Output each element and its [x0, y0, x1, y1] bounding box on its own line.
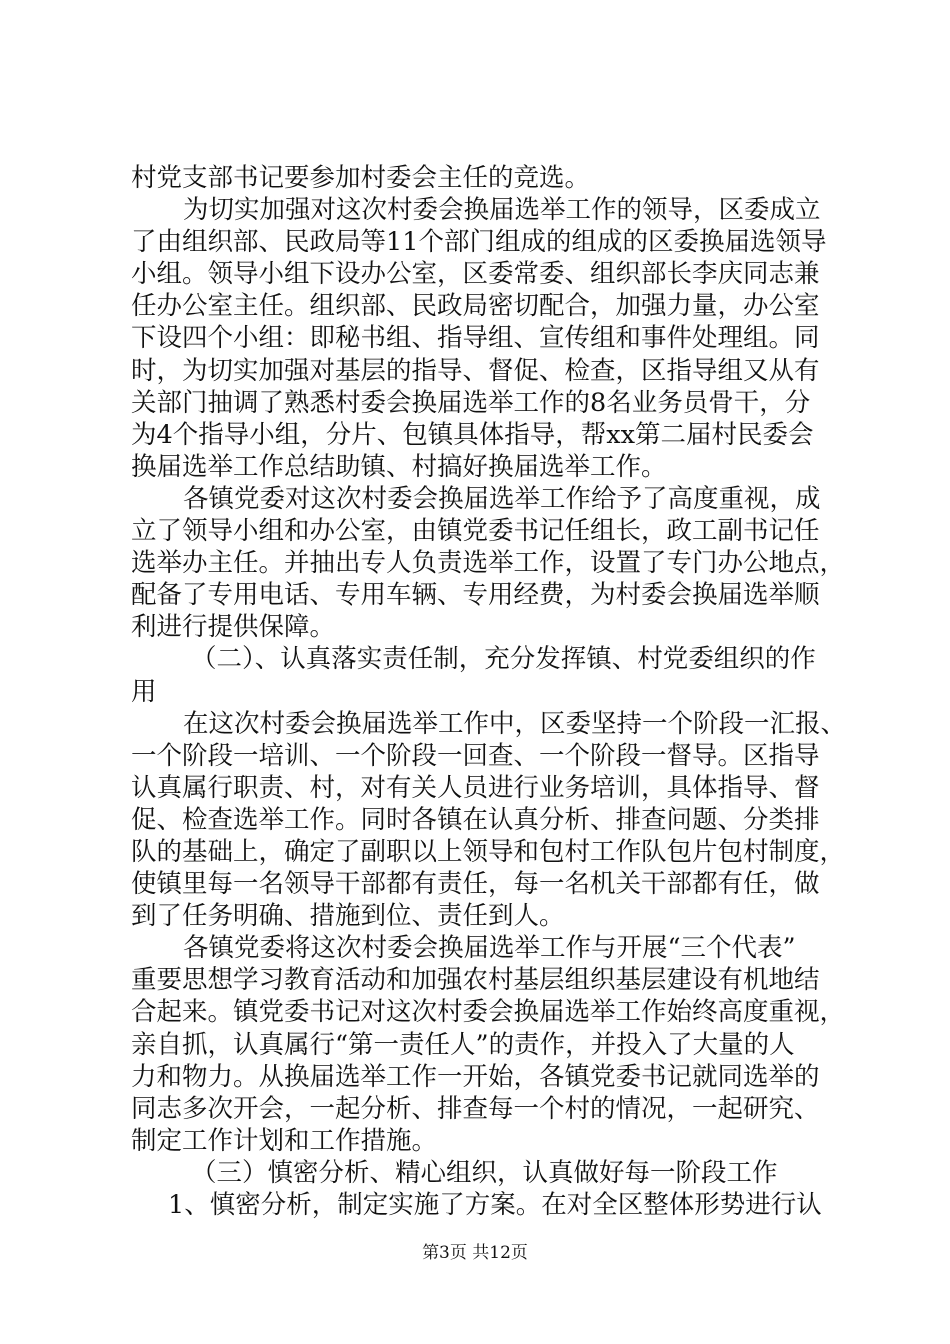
text-line: 配备了专用电话、专用车辆、专用经费，为村委会换届选举顺	[131, 580, 820, 611]
text-line: 促、检查选举工作。同时各镇在认真分析、排查问题、分类排	[131, 804, 820, 835]
text-line: 重要思想学习教育活动和加强农村基层组织基层建设有机地结	[131, 965, 820, 996]
text-line: 村党支部书记要参加村委会主任的竞选。	[131, 163, 591, 193]
text-line: 为4个指导小组，分片、包镇具体指导，帮xx第二届村民委会	[131, 419, 814, 450]
section-heading: （二）、认真落实责任制，充分发挥镇、村党委组织的作	[191, 644, 816, 675]
text-line: 利进行提供保障。	[131, 612, 336, 643]
text-line: 认真属行职责、村，对有关人员进行业务培训，具体指导、督	[131, 772, 820, 803]
text-line: 时，为切实加强对基层的指导、督促、检查，区指导组又从有	[131, 355, 820, 386]
text-line: 小组。领导小组下设办公室，区委常委、组织部长李庆同志兼	[131, 259, 820, 290]
text-line: 使镇里每一名领导干部都有责任，每一名机关干部都有任，做	[131, 869, 820, 900]
text-line: 选举办主任。并抽出专人负责选举工作，设置了专门办公地点，	[131, 548, 846, 579]
paragraph-first-line: 为切实加强对这次村委会换届选举工作的领导，区委成立	[183, 195, 821, 226]
text-line: 制定工作计划和工作措施。	[131, 1125, 438, 1156]
text-line: 立了领导小组和办公室，由镇党委书记任组长，政工副书记任	[131, 516, 820, 547]
paragraph-first-line: 各镇党委将这次村委会换届选举工作与开展“三个代表”	[183, 933, 796, 964]
text-line: 了由组织部、民政局等11个部门组成的组成的区委换届选领导	[131, 227, 827, 258]
text-line: 队的基础上，确定了副职以上领导和包村工作队包片包村制度，	[131, 836, 846, 867]
page-number-footer: 第3页 共12页	[422, 1243, 528, 1263]
text-line: 同志多次开会，一起分析、排查每一个村的情况，一起研究、	[131, 1093, 820, 1124]
numbered-item: 1、慎密分析，制定实施了方案。在对全区整体形势进行认	[168, 1190, 822, 1220]
section-heading-continuation: 用	[131, 676, 157, 707]
text-line: 换届选举工作总结助镇、村搞好换届选举工作。	[131, 451, 667, 482]
paragraph-first-line: 各镇党委对这次村委会换届选举工作给予了高度重视，成	[183, 483, 821, 514]
document-body	[131, 162, 847, 1221]
text-line: 到了任务明确、措施到位、责任到人。	[131, 901, 565, 932]
text-line: 一个阶段一培训、一个阶段一回查、一个阶段一督导。区指导	[131, 740, 820, 771]
text-line: 力和物力。从换届选举工作一开始，各镇党委书记就同选举的	[131, 1061, 820, 1092]
text-line: 任办公室主任。组织部、民政局密切配合，加强力量，办公室	[131, 291, 820, 322]
text-line: 关部门抽调了熟悉村委会换届选举工作的8名业务员骨干，分	[131, 387, 811, 418]
text-line: 亲自抓，认真属行“第一责任人”的责作，并投入了大量的人	[131, 1029, 795, 1060]
text-line: 下设四个小组：即秘书组、指导组、宣传组和事件处理组。同	[131, 323, 820, 354]
paragraph-first-line: 在这次村委会换届选举工作中，区委坚持一个阶段一汇报、	[183, 708, 847, 739]
section-heading: （三）慎密分析、精心组织，认真做好每一阶段工作	[191, 1157, 778, 1188]
text-line: 合起来。镇党委书记对这次村委会换届选举工作始终高度重视，	[131, 997, 846, 1028]
